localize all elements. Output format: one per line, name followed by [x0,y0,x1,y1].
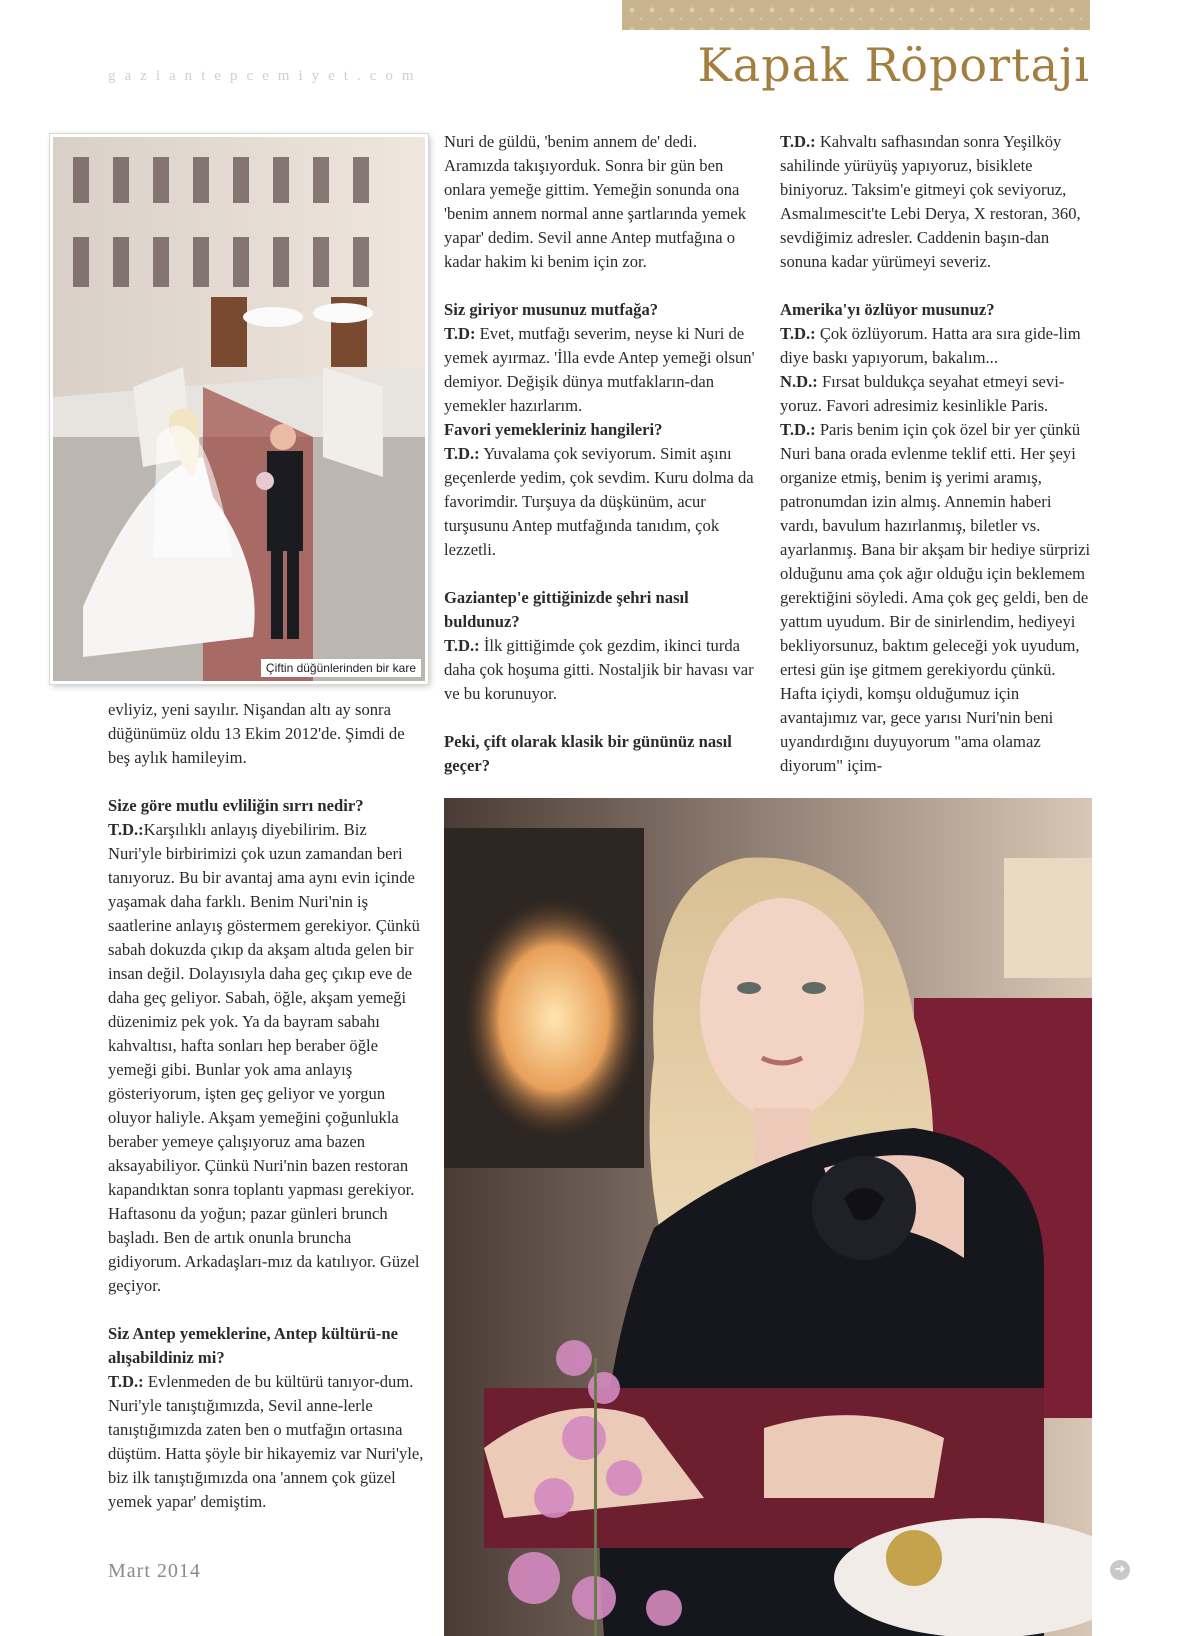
wedding-photo-caption: Çiftin düğünlerinden bir kare [261,659,421,677]
answer-text: Evlenmeden de bu kültürü tanıyor-dum. Nuri'yle tanıştığımızda, Sevil anne-lerle tanıştığımızda zaten ben o mutfağın ortasına düştüm. Hatta şöyle bir hikayemiz var Nuri'yle, biz ilk tanıştığımızda ona 'annem çok güzel yemek yapar' demiştim. [108,1372,424,1511]
answer-text: Fırsat buldukça seyahat etmeyi sevi-yoruz. Favori adresimiz kesinlikle Paris. [780,372,1065,415]
issue-date: Mart 2014 [108,1560,201,1582]
portrait-photo [444,798,1092,1636]
answer-paragraph [780,130,1092,274]
speaker-label: T.D.: [780,324,816,343]
question-heading: Gaziantep'e gittiğinizde şehri nasıl buldunuz? [444,588,689,631]
speaker-label: T.D.: [444,636,480,655]
question-heading: Peki, çift olarak klasik bir gününüz nasıl geçer? [444,732,732,775]
paragraph: evliyiz, yeni sayılır. Nişandan altı ay sonra düğünümüz oldu 13 Ekim 2012'de. Şimdi de beş aylık hamileyim. [108,700,405,767]
answer-paragraph [108,818,424,1298]
answer-paragraph [780,418,1092,778]
site-url: gaziantepcemiyet.com [108,68,423,84]
speaker-label: T.D.: [780,420,816,439]
speaker-label: N.D.: [780,372,818,391]
answer-paragraph [444,322,762,418]
answer-paragraph [780,322,1092,370]
column-3 [780,130,1092,778]
answer-text: İlk gittiğimde çok gezdim, ikinci turda daha çok hoşuma gitti. Nostaljik bir havası var ve bu korunuyor. [444,636,754,703]
answer-text: Karşılıklı anlayış diyebilirim. Biz Nuri'yle birbirimizi çok uzun zamandan beri tanıyoruz. Bu bir avantaj ama aynı evin içinde yaşamak daha farklı. Benim Nuri'nin iş saatlerine anlayış göstermem gerekiyor. Çünkü sabah dokuzda çıkıp da akşam altıda gelen bir insan değil. Dolayısıyla daha geç çıkıp eve de daha geç geliyor. Sabah, öğle, akşam yemeği düzenimiz pek yok. Ya da bayram sabahı kahvaltısı, hafta sonları hep beraber öğle yemeği gibi. Bunlar yok ama anlayış gösteriyorum, işten geç geliyor ve yorgun oluyor haliyle. Akşam yemeğini çoğunlukla beraber yemeye çalışıyoruz ama bazen aksayabiliyor. Çünkü Nuri'nin bazen restoran kapandıktan sonra toplantı yapması gerekiyor. Haftasonu da yoğun; pazar günleri brunch başladı. Ben de artık onunla bruncha gidiyorum. Arkadaşları-mız da katılıyor. Güzel geçiyor. [108,820,420,1295]
answer-paragraph [444,442,762,562]
speaker-label: T.D.: [108,820,144,839]
decorative-header-band [622,0,1090,30]
answer-text: Evet, mutfağı severim, neyse ki Nuri de yemek ayırmaz. 'İlla evde Antep yemeği olsun' demiyor. Değişik dünya mutfakların-dan yemekler hazırlarım. [444,324,755,415]
answer-text: Çok özlüyorum. Hatta ara sıra gide-lim diye baskı yapıyorum, bakalım... [780,324,1081,367]
answer-text: Yuvalama çok seviyorum. Simit aşını geçenlerde yedim, çok sevdim. Kuru dolma da favorimdir. Turşuya da düşkünüm, acur turşusunu Antep mutfağında tanıdım, çok lezzetli. [444,444,754,559]
speaker-label: T.D.: [780,132,816,151]
answer-text: Paris benim için çok özel bir yer çünkü Nuri bana orada evlenme teklif etti. Her şeyi organize etmiş, benim iş yerimi aramış, patronumdan izin almış. Annemin haberi vardı, bavulum hazırlanmış, biletler vs. ayarlanmış. Bana bir akşam bir hediye sürprizi olduğunu ama çok ağır olduğu için beklemem gerektiğini söyledi. Ama çok geç geldi, ben de yattım uyudum. Bir de sinirlendim, hediyeyi bekliyorsunuz, baktım geleceği yok uyudum, ertesi gün işe gitmem gerekiyordu çünkü. Hafta içiydi, komşu olduğumuz için avantajımız var, gece yarısı Nuri'nin beni uyandırdığını duyuyorum "ama olamaz diyorum" içim- [780,420,1091,775]
section-title: Kapak Röportajı [697,38,1090,92]
answer-paragraph [780,370,1092,418]
answer-paragraph [108,1370,424,1514]
question-heading: Siz giriyor musunuz mutfağa? [444,300,659,319]
question-heading: Size göre mutlu evliliğin sırrı nedir? [108,796,364,815]
arrow-right-circle-icon[interactable]: ➜ [1110,1560,1130,1580]
answer-paragraph [444,634,762,706]
column-1 [108,794,424,1514]
answer-text: Kahvaltı safhasından sonra Yeşilköy sahilinde yürüyüş yapıyoruz, bisiklete biniyoruz. Taksim'e gitmeyi çok seviyoruz, Asmalımescit'te Lebi Derya, X restoran, 360, sevdiğimiz adresler. Caddenin başın-dan sonuna kadar yürümeyi severiz. [780,132,1081,271]
question-heading: Siz Antep yemeklerine, Antep kültürü-ne alışabildiniz mi? [108,1324,398,1367]
wedding-photo [50,134,428,684]
speaker-label: T.D: [444,324,476,343]
column-1-intro [108,698,424,770]
speaker-label: T.D.: [108,1372,144,1391]
paragraph: Nuri de güldü, 'benim annem de' dedi. Aramızda takışıyorduk. Sonra bir gün ben onlara yemeğe gittim. Yemeğin sonunda ona 'benim annem normal anne şartlarında yemek yapar' dedim. Sevil anne Antep mutfağına o kadar hakim ki benim için zor. [444,132,747,271]
question-heading: Favori yemekleriniz hangileri? [444,420,663,439]
question-heading: Amerika'yı özlüyor musunuz? [780,300,995,319]
speaker-label: T.D.: [444,444,480,463]
column-2 [444,130,762,778]
